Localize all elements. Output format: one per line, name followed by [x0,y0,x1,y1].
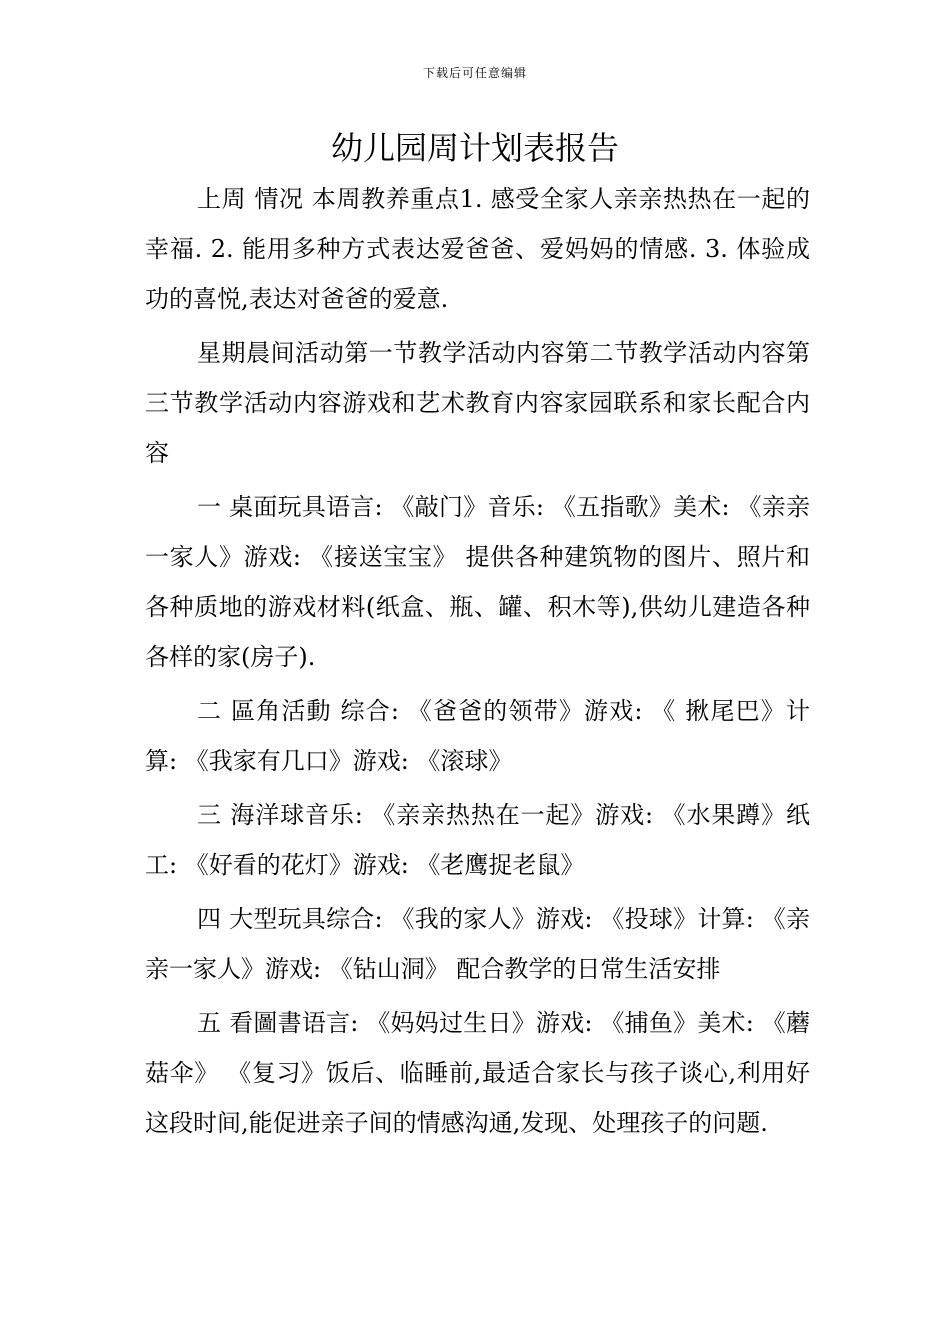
document-title: 幼儿园周计划表报告 [330,129,619,167]
paragraph-day-three: 三 海洋球音乐: 《亲亲热热在一起》游戏: 《水果蹲》纸工: 《好看的花灯》游戏: 《老鹰捉老鼠》 [145,801,810,879]
paragraph-weekly-goals: 上周 情况 本周教养重点1. 感受全家人亲亲热热在一起的幸福. 2. 能用多种方式表达爱爸爸、爱妈妈的情感. 3. 体验成功的喜悦,表达对爸爸的爱意. [145,185,810,313]
page-header-note: 下载后可任意编辑 [422,66,527,80]
paragraph-day-five: 五 看圖書语言: 《妈妈过生日》游戏: 《捕鱼》美术: 《蘑菇伞》 《复习》饭后、临睡前,最适合家长与孩子谈心,利用好这段时间,能促进亲子间的情感沟通,发现、处理孩子的问题. [145,1009,810,1137]
paragraph-schedule-columns: 星期晨间活动第一节教学活动内容第二节教学活动内容第三节教学活动内容游戏和艺术教育内容家园联系和家长配合内容 [145,339,810,467]
paragraph-day-four: 四 大型玩具综合: 《我的家人》游戏: 《投球》计算: 《亲亲一家人》游戏: 《钻山洞》 配合教学的日常生活安排 [145,905,810,983]
paragraph-day-one: 一 桌面玩具语言: 《敲门》音乐: 《五指歌》美术: 《亲亲一家人》游戏: 《接送宝宝》 提供各种建筑物的图片、照片和各种质地的游戏材料(纸盒、瓶、罐、积木等),供幼儿建造各种各样的家(房子). [145,493,810,671]
paragraph-day-two: 二 區角活動 综合: 《爸爸的领带》游戏: 《 揪尾巴》计算: 《我家有几口》游戏: 《滚球》 [145,697,810,775]
document-body [145,174,810,1152]
